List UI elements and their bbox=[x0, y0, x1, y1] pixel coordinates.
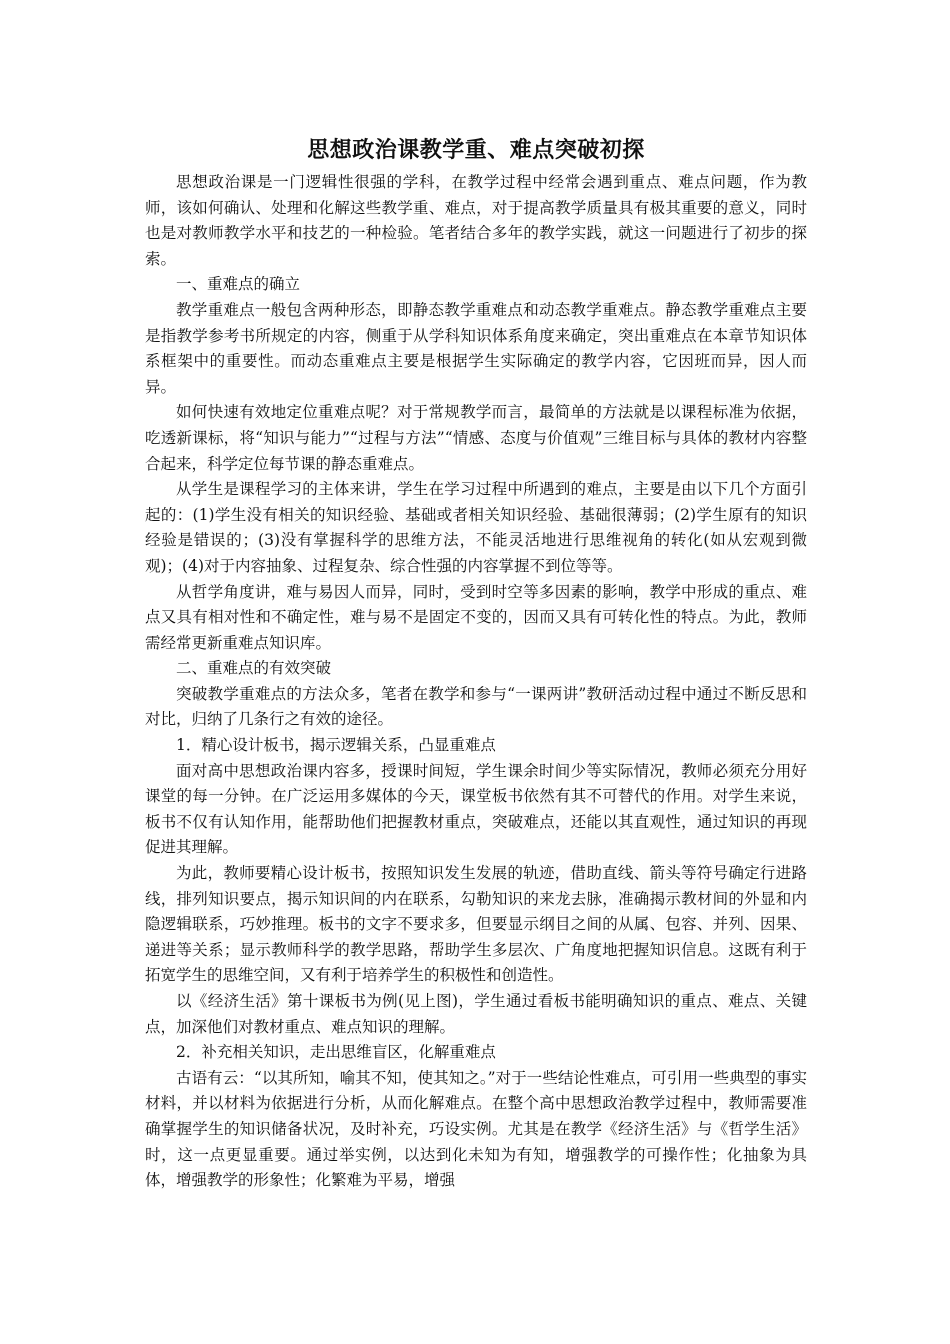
paragraph: 突破教学重难点的方法众多，笔者在教学和参与“一课两讲”教研活动过程中通过不断反思和对比，归纳了几条行之有效的途径。 bbox=[145, 684, 807, 729]
paragraph: 面对高中思想政治课内容多，授课时间短，学生课余时间少等实际情况，教师必须充分用好课堂的每一分钟。在广泛运用多媒体的今天，课堂板书依然有其不可替代的作用。对学生来说，板书不仅有认知作用，能帮助他们把握教材重点，突破难点，还能以其直观性，通过知识的再现促进其理解。 bbox=[145, 761, 807, 857]
paragraph: 从学生是课程学习的主体来讲，学生在学习过程中所遇到的难点，主要是由以下几个方面引起的：(1)学生没有相关的知识经验、基础或者相关知识经验、基础很薄弱；(2)学生原有的知识经验是错误的；(3)没有掌握科学的思维方法，不能灵活地进行思维视角的转化(如从宏观到微观)；(4)对于内容抽象、过程复杂、综合性强的内容掌握不到位等等。 bbox=[145, 480, 807, 575]
paragraph-intro: 思想政治课是一门逻辑性很强的学科，在教学过程中经常会遇到重点、难点问题，作为教师，该如何确认、处理和化解这些教学重、难点，对于提高教学质量具有极其重要的意义，同时也是对教师教学水平和技艺的一种检验。笔者结合多年的教学实践，就这一问题进行了初步的探索。 bbox=[145, 173, 807, 268]
subheading-1: 1．精心设计板书，揭示逻辑关系，凸显重难点 bbox=[176, 736, 496, 755]
paragraph: 以《经济生活》第十课板书为例(见上图)，学生通过看板书能明确知识的重点、难点、关键点，加深他们对教材重点、难点知识的理解。 bbox=[145, 992, 807, 1036]
paragraph: 从哲学角度讲，难与易因人而异，同时，受到时空等多因素的影响，教学中形成的重点、难点又具有相对性和不确定性，难与易不是固定不变的，因而又具有可转化性的特点。为此，教师需经常更新重难点知识库。 bbox=[145, 582, 807, 652]
paragraph: 如何快速有效地定位重难点呢？对于常规教学而言，最简单的方法就是以课程标准为依据，吃透新课标，将“知识与能力”“过程与方法”“情感、态度与价值观”三维目标与具体的教材内容整合起来，科学定位每节课的静态重难点。 bbox=[145, 403, 807, 473]
section-heading-2: 二、重难点的有效突破 bbox=[176, 659, 332, 678]
paragraph: 教学重难点一般包含两种形态，即静态教学重难点和动态教学重难点。静态教学重难点主要是指教学参考书所规定的内容，侧重于从学科知识体系角度来确定，突出重难点在本章节知识体系框架中的重要性。而动态重难点主要是根据学生实际确定的教学内容，它因班而异，因人而异。 bbox=[145, 300, 807, 396]
subheading-2: 2．补充相关知识，走出思维盲区，化解重难点 bbox=[176, 1043, 496, 1062]
paragraph: 为此，教师要精心设计板书，按照知识发生发展的轨迹，借助直线、箭头等符号确定行进路线，排列知识要点，揭示知识间的内在联系，勾勒知识的来龙去脉，准确揭示教材间的外显和内隐逻辑联系，巧妙推理。板书的文字不要求多，但要显示纲目之间的从属、包容、并列、因果、递进等关系；显示教师科学的教学思路，帮助学生多层次、广角度地把握知识信息。这既有利于拓宽学生的思维空间，又有利于培养学生的积极性和创造性。 bbox=[145, 864, 807, 985]
paragraph: 古语有云：“以其所知，喻其不知，使其知之。”对于一些结论性难点，可引用一些典型的事实材料，并以材料为依据进行分析，从而化解难点。在整个高中思想政治教学过程中，教师需要准确掌握学生的知识储备状况，及时补充，巧设实例。尤其是在教学《经济生活》与《哲学生活》时，这一点更显重要。通过举实例，以达到化未知为有知，增强教学的可操作性；化抽象为具体，增强教学的形象性；化繁难为平易，增强 bbox=[145, 1068, 807, 1190]
document-page bbox=[145, 132, 807, 1194]
document-title: 思想政治课教学重、难点突破初探 bbox=[307, 137, 645, 163]
section-heading-1: 一、重难点的确立 bbox=[176, 275, 301, 294]
